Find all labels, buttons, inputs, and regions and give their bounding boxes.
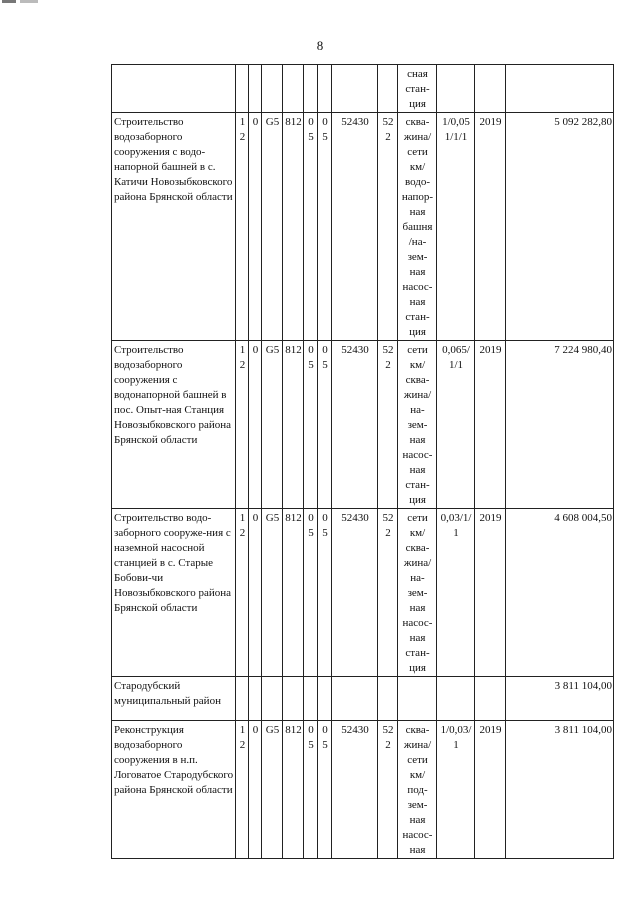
code-section-cell: 05 xyxy=(304,341,318,509)
code-subsection-cell: 05 xyxy=(318,341,332,509)
code-target-cell: 52430 xyxy=(332,721,378,859)
capacity-cell: 1/0,05 1/1/1 xyxy=(437,113,475,341)
code-ministry-cell xyxy=(236,65,249,113)
code-subsection-cell xyxy=(318,65,332,113)
code-project-cell: G5 xyxy=(262,113,283,341)
year-cell xyxy=(475,677,506,721)
code-target-cell: 52430 xyxy=(332,509,378,677)
code-expense-type-cell: 522 xyxy=(378,113,398,341)
table-row xyxy=(112,65,614,113)
year-cell: 2019 xyxy=(475,509,506,677)
code-ministry-cell xyxy=(236,677,249,721)
capacity-cell: 0,03/1/ 1 xyxy=(437,509,475,677)
code-project-cell: G5 xyxy=(262,509,283,677)
object-name-cell: Строительство водо-заборного сооруже-ния с наземной насосной станцией в с. Старые Бобови-чи Новозыбковского района Брянской области xyxy=(112,509,236,677)
code-subsection-cell: 05 xyxy=(318,113,332,341)
code-expense-type-cell: 522 xyxy=(378,721,398,859)
code-target-cell: 52430 xyxy=(332,341,378,509)
code-subsection-cell: 05 xyxy=(318,721,332,859)
code-project-cell: G5 xyxy=(262,341,283,509)
code-section-cell xyxy=(304,677,318,721)
table-row xyxy=(112,509,614,677)
amount-cell: 3 811 104,00 xyxy=(506,677,614,721)
amount-cell: 4 608 004,50 xyxy=(506,509,614,677)
capacity-cell: 0,065/ 1/1 xyxy=(437,341,475,509)
code-program-cell: 0 xyxy=(249,341,262,509)
code-expense-type-cell xyxy=(378,677,398,721)
year-cell: 2019 xyxy=(475,113,506,341)
code-section-cell xyxy=(304,65,318,113)
code-ministry-cell: 12 xyxy=(236,509,249,677)
code-project-cell xyxy=(262,677,283,721)
code-target-cell xyxy=(332,65,378,113)
amount-cell: 3 811 104,00 xyxy=(506,721,614,859)
code-program-cell: 0 xyxy=(249,721,262,859)
code-program-cell xyxy=(249,677,262,721)
object-name-cell: Строительство водозаборного сооружения с водонапорной башней в пос. Опыт-ная Станция Новозыбковского района Брянской области xyxy=(112,341,236,509)
table-row xyxy=(112,721,614,859)
object-type-cell: сная стан- ция xyxy=(398,65,437,113)
code-subsection-cell: 05 xyxy=(318,509,332,677)
scan-artifact xyxy=(0,0,40,4)
year-cell: 2019 xyxy=(475,721,506,859)
table-row xyxy=(112,677,614,721)
capacity-cell xyxy=(437,677,475,721)
code-program-cell: 0 xyxy=(249,509,262,677)
object-name-cell: Стародубский муниципальный район xyxy=(112,677,236,721)
code-project-cell: G5 xyxy=(262,721,283,859)
code-section-cell: 05 xyxy=(304,509,318,677)
code-program-cell xyxy=(249,65,262,113)
object-type-cell: сква- жина/ сети км/ под- зем- ная насос- ная xyxy=(398,721,437,859)
object-type-cell: сети км/ сква- жина/ на- зем- ная насос- ная стан- ция xyxy=(398,341,437,509)
budget-table xyxy=(111,64,614,859)
code-section-cell: 05 xyxy=(304,721,318,859)
code-program-cell: 0 xyxy=(249,113,262,341)
code-ministry-cell: 12 xyxy=(236,721,249,859)
code-subsection-cell xyxy=(318,677,332,721)
amount-cell: 5 092 282,80 xyxy=(506,113,614,341)
code-expense-type-cell xyxy=(378,65,398,113)
object-type-cell: сква- жина/ сети км/ водо- напор- ная башня /на- зем- ная насос- ная стан- ция xyxy=(398,113,437,341)
code-grbs-cell: 812 xyxy=(283,341,304,509)
object-name-cell: Реконструкция водозаборного сооружения в н.п. Логоватое Стародубского района Брянской области xyxy=(112,721,236,859)
code-grbs-cell xyxy=(283,677,304,721)
page-number: 8 xyxy=(316,38,324,53)
amount-cell xyxy=(506,65,614,113)
code-grbs-cell xyxy=(283,65,304,113)
code-grbs-cell: 812 xyxy=(283,509,304,677)
code-ministry-cell: 12 xyxy=(236,113,249,341)
table-row xyxy=(112,113,614,341)
code-project-cell xyxy=(262,65,283,113)
amount-cell: 7 224 980,40 xyxy=(506,341,614,509)
table-row xyxy=(112,341,614,509)
code-target-cell xyxy=(332,677,378,721)
code-ministry-cell: 12 xyxy=(236,341,249,509)
capacity-cell xyxy=(437,65,475,113)
year-cell xyxy=(475,65,506,113)
code-grbs-cell: 812 xyxy=(283,721,304,859)
code-grbs-cell: 812 xyxy=(283,113,304,341)
object-name-cell xyxy=(112,65,236,113)
code-expense-type-cell: 522 xyxy=(378,341,398,509)
object-type-cell: сети км/ сква- жина/ на- зем- ная насос- ная стан- ция xyxy=(398,509,437,677)
object-name-cell: Строительство водозаборного сооружения с водо-напорной башней в с. Катичи Новозыбковского района Брянской области xyxy=(112,113,236,341)
code-expense-type-cell: 522 xyxy=(378,509,398,677)
code-section-cell: 05 xyxy=(304,113,318,341)
object-type-cell xyxy=(398,677,437,721)
capacity-cell: 1/0,03/ 1 xyxy=(437,721,475,859)
year-cell: 2019 xyxy=(475,341,506,509)
code-target-cell: 52430 xyxy=(332,113,378,341)
